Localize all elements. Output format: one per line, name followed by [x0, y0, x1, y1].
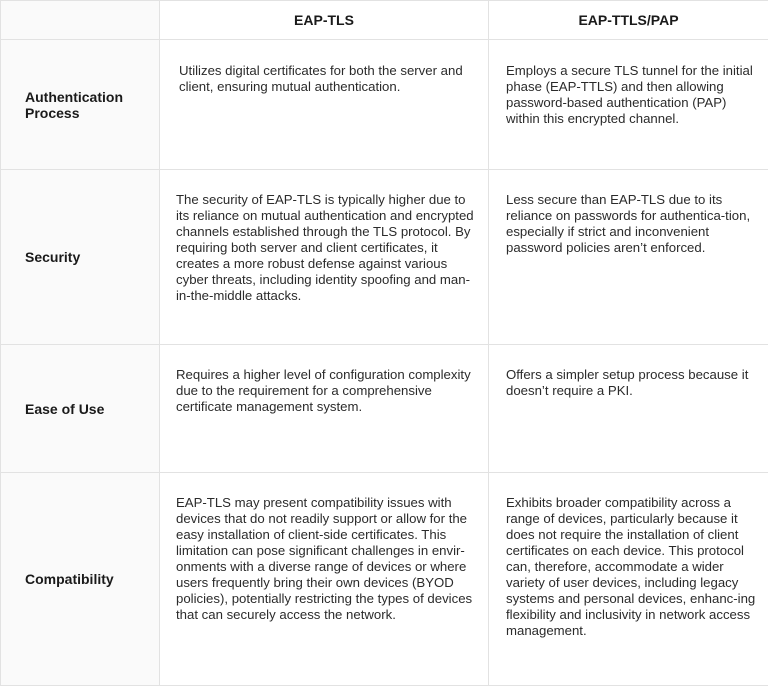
- cell-eap-ttls-pap: [489, 40, 768, 170]
- row-label-authentication-process: Authentication Process: [1, 40, 160, 170]
- row-label-compatibility: Compatibility: [1, 473, 160, 686]
- table-row: [1, 473, 768, 686]
- table-row: [1, 345, 768, 473]
- row-label-ease-of-use: Ease of Use: [1, 345, 160, 473]
- cell-eap-tls: [160, 40, 489, 170]
- cell-text: The security of EAP-TLS is typically higher due to its reliance on mutual authentication and encrypted channels established through the TLS protocol. By requiring both server and client certificates, it creates a more robust defense against various cyber threats, including identity spoofing and man-in-the-middle attacks.: [176, 192, 474, 304]
- cell-text: Exhibits broader compatibility across a range of devices, particularly because it does not require the installation of client certificates on each device. This protocol can, therefore, accommodate a wider variety of user devices, including legacy systems and personal devices, enhanc-ing flexibility and inclusivity in network access management.: [506, 495, 756, 639]
- cell-text: EAP-TLS may present compatibility issues with devices that do not readily support or allow for the easy installation of client-side certificates. This limitation can pose significant challenges in envir-onments with a diverse range of devices or where users frequently bring their own devices (BYOD policies), potentially restricting the types of devices that can securely access the network.: [176, 495, 474, 623]
- cell-text: Less secure than EAP-TLS due to its reliance on passwords for authentica-tion, especially if strict and inconvenient password policies aren’t enforced.: [506, 192, 756, 256]
- cell-eap-ttls-pap: [489, 345, 768, 473]
- cell-eap-ttls-pap: [489, 170, 768, 345]
- cell-eap-tls: [160, 345, 489, 473]
- cell-text: Utilizes digital certificates for both the server and client, ensuring mutual authentication.: [179, 63, 474, 95]
- cell-text: Offers a simpler setup process because it doesn’t require a PKI.: [506, 367, 756, 399]
- cell-eap-tls: [160, 170, 489, 345]
- header-eap-ttls-pap: EAP-TTLS/PAP: [489, 1, 768, 40]
- header-corner: [1, 1, 160, 40]
- row-label-security: Security: [1, 170, 160, 345]
- cell-eap-tls: [160, 473, 489, 686]
- header-row: [1, 1, 768, 40]
- table-row: [1, 170, 768, 345]
- header-eap-tls: EAP-TLS: [160, 1, 489, 40]
- cell-text: Employs a secure TLS tunnel for the initial phase (EAP-TTLS) and then allowing password-based authentication (PAP) within this encrypted channel.: [506, 63, 756, 127]
- cell-text: Requires a higher level of configuration complexity due to the requirement for a comprehensive certificate management system.: [176, 367, 474, 415]
- cell-eap-ttls-pap: [489, 473, 768, 686]
- table-row: [1, 40, 768, 170]
